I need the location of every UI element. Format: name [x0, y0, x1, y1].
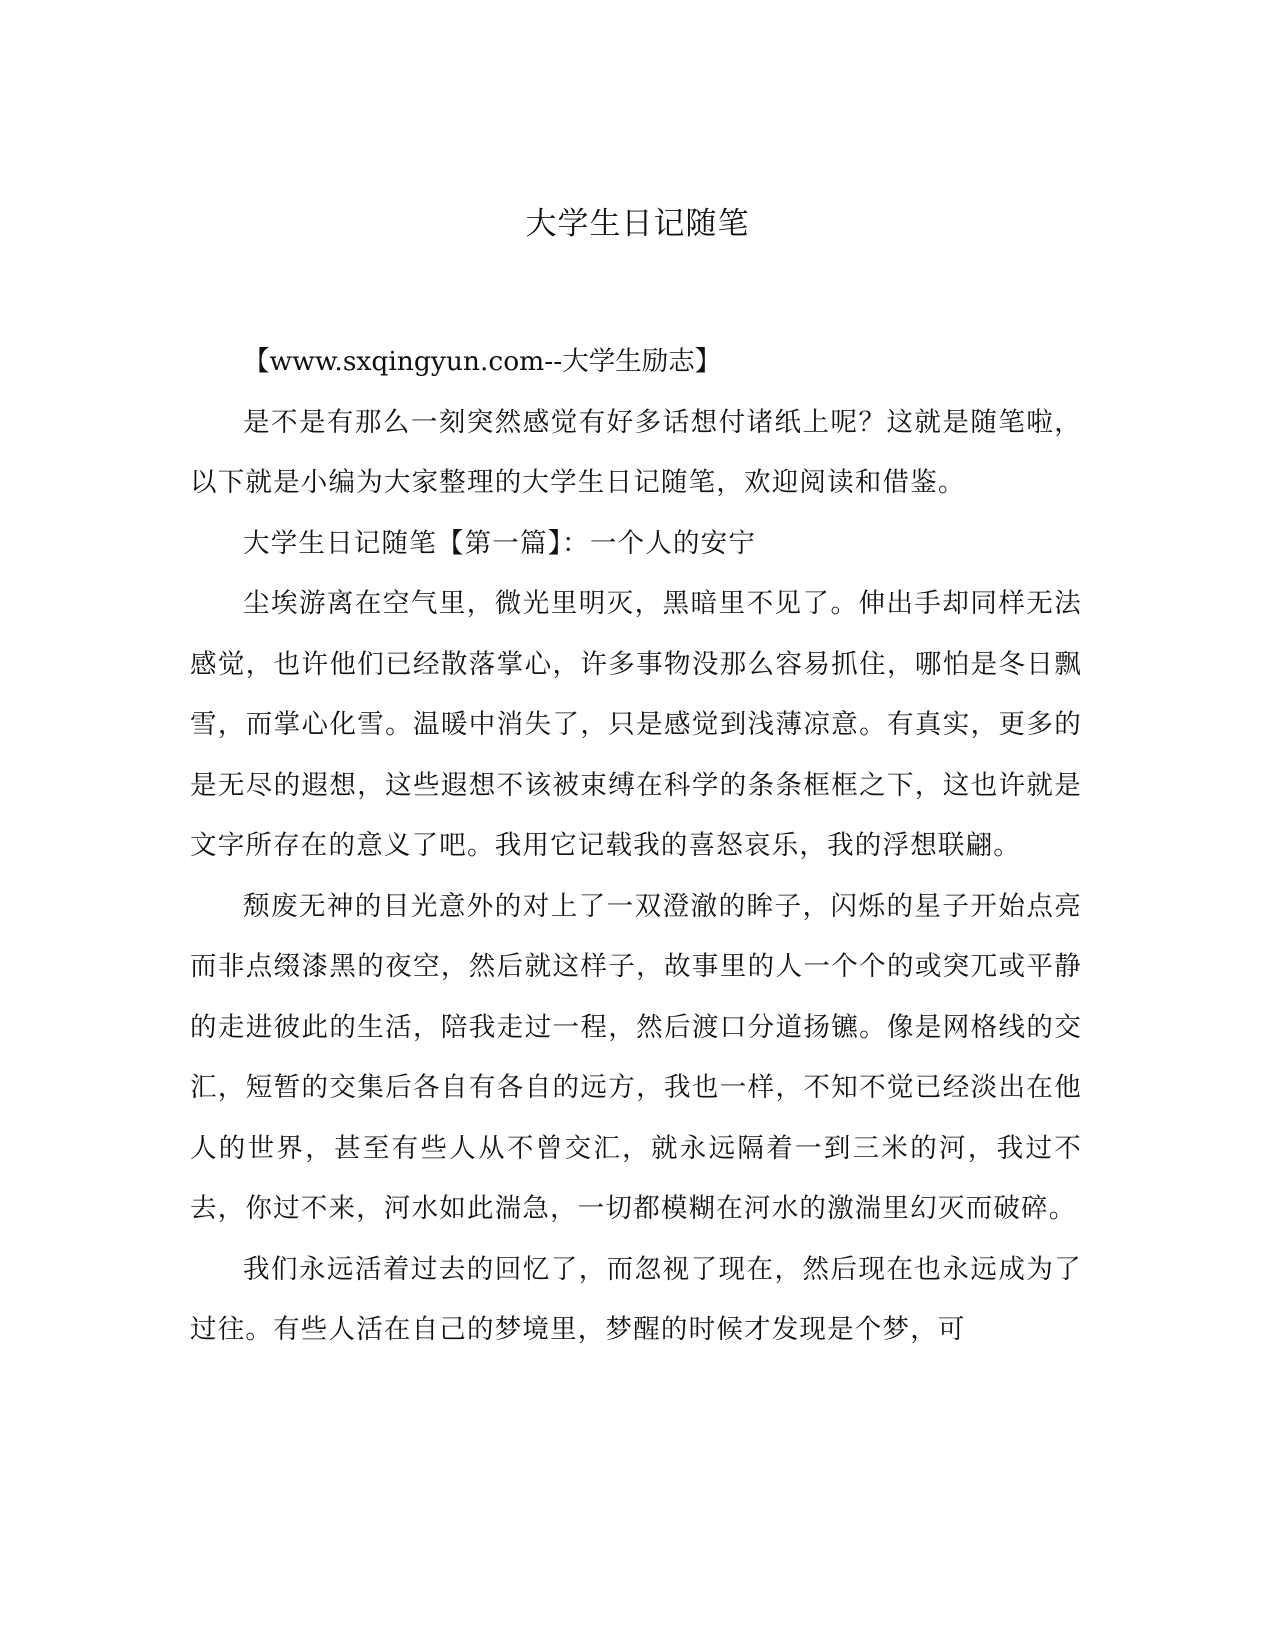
intro-paragraph: 是不是有那么一刻突然感觉有好多话想付诸纸上呢？这就是随笔啦，以下就是小编为大家整理的大学生日记随笔，欢迎阅读和借鉴。: [190, 406, 1082, 498]
body-paragraph-1: 尘埃游离在空气里，微光里明灭，黑暗里不见了。伸出手却同样无法感觉，也许他们已经散落掌心，许多事物没那么容易抓住，哪怕是冬日飘雪，而掌心化雪。温暖中消失了，只是感觉到浅薄凉意。有真实，更多的是无尽的遐想，这些遐想不该被束缚在科学的条条框框之下，这也许就是文字所存在的意义了吧。我用它记载我的喜怒哀乐，我的浮想联翩。: [190, 588, 1082, 861]
body-paragraph-3: 我们永远活着过去的回忆了，而忽视了现在，然后现在也永远成为了过往。有些人活在自己的梦境里，梦醒的时候才发现是个梦，可: [190, 1253, 1082, 1345]
document-body: [190, 332, 1082, 1361]
section-heading: 大学生日记随笔【第一篇】：一个人的安宁: [243, 527, 757, 559]
document-title: 大学生日记随笔: [525, 206, 750, 242]
source-line: 【www.sxqingyun.com--大学生励志】: [243, 346, 722, 377]
body-paragraph-2: 颓废无神的目光意外的对上了一双澄澈的眸子，闪烁的星子开始点亮而非点缀漆黑的夜空，然后就这样子，故事里的人一个个的或突兀或平静的走进彼此的生活，陪我走过一程，然后渡口分道扬镳。像是网格线的交汇，短暂的交集后各自有各自的远方，我也一样，不知不觉已经淡出在他人的世界，甚至有些人从不曾交汇，就永远隔着一到三米的河，我过不去，你过不来，河水如此湍急，一切都模糊在河水的激湍里幻灭而破碎。: [190, 890, 1082, 1224]
